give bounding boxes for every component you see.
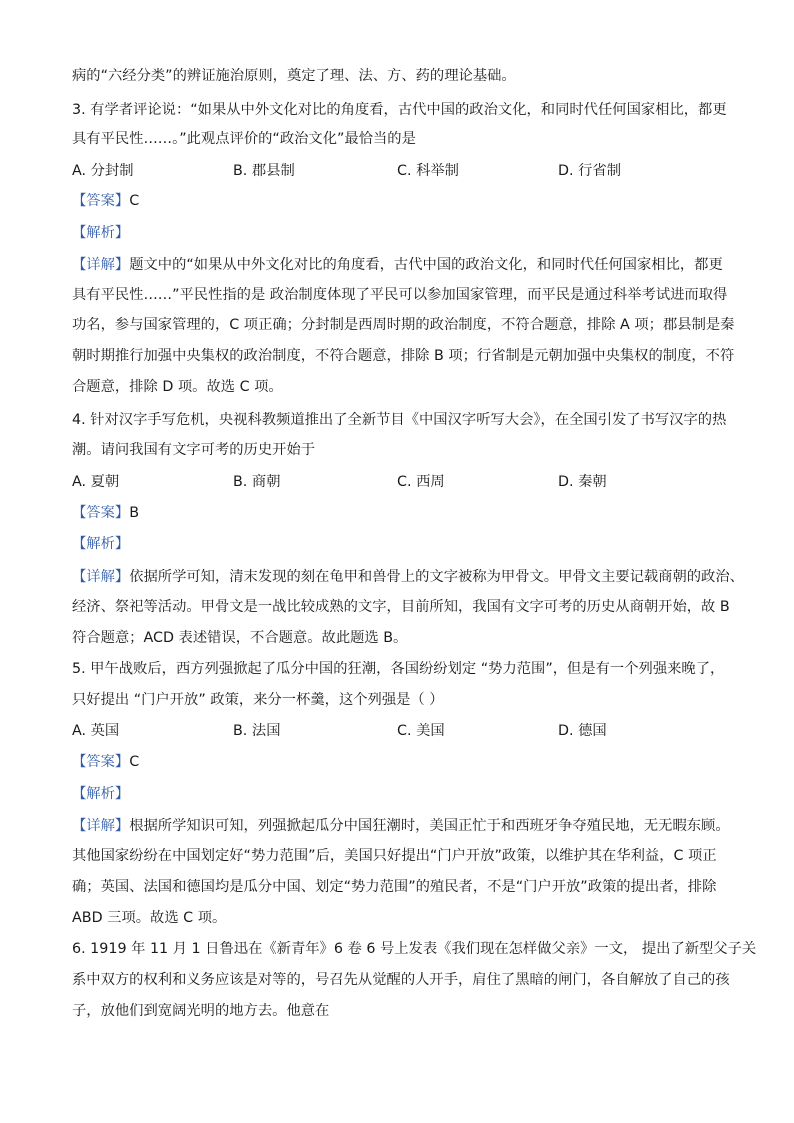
q5-detail-line-1: 【详解】根据所学知识可知，列强掀起瓜分中国狂潮时，美国正忙于和西班牙争夺殖民地，无无暇东顾。	[72, 818, 730, 834]
q5-option-c: C. 美国	[397, 723, 445, 739]
q5-answer	[72, 752, 139, 772]
q5-stem-line-2: 只好提出 “门户开放” 政策，来分一杯羹，这个列强是（ ）	[72, 692, 444, 708]
q6-stem-line-2: 系中双方的权利和义务应该是对等的，号召先从觉醒的人开手，肩住了黑暗的闸门，各自解放了自己的孩	[72, 972, 730, 988]
q3-stem-line-2: 具有平民性……。”此观点评价的“政治文化”最恰当的是	[72, 131, 416, 147]
q5-detail-line-4: ABD 三项。故选 C 项。	[72, 910, 227, 926]
q6-stem-line-3: 子，放他们到宽阔光明的地方去。他意在	[72, 1003, 330, 1019]
q4-detail-line-3: 符合题意；ACD 表述错误，不合题意。故此题选 B。	[72, 630, 408, 646]
answer-tag: 【答案】	[72, 193, 130, 209]
q4-detail-line-2: 经济、祭祀等活动。甲骨文是一战比较成熟的文字，目前所知，我国有文字可考的历史从商朝开始，故 B	[72, 599, 730, 615]
q5-option-b: B. 法国	[233, 723, 281, 739]
detail-tag: 【详解】	[72, 257, 130, 273]
q3-detail-line-4: 朝时期推行加强中央集权的政治制度，不符合题意，排除 B 项；行省制是元朝加强中央集权的制度，不符	[72, 348, 735, 364]
detail-tag: 【详解】	[72, 818, 130, 834]
answer-tag: 【答案】	[72, 505, 130, 521]
q4-analysis-tag: 【解析】	[72, 536, 130, 552]
q3-detail-line-5: 合题意，排除 D 项。故选 C 项。	[72, 379, 283, 395]
intro-line: 病的“六经分类”的辨证施治原则，奠定了理、法、方、药的理论基础。	[72, 68, 516, 84]
q3-detail-line-3: 功名，参与国家管理的，C 项正确；分封制是西周时期的政治制度，不符合题意，排除 A 项；郡县制是秦	[72, 317, 735, 333]
q5-analysis-tag: 【解析】	[72, 786, 130, 802]
q4-stem-line-2: 潮。请问我国有文字可考的历史开始于	[72, 442, 316, 458]
q3-analysis-tag: 【解析】	[72, 225, 130, 241]
answer-tag: 【答案】	[72, 754, 130, 770]
q5-detail-line-3: 确；英国、法国和德国均是瓜分中国、划定“势力范围”的殖民者，不是“门户开放”政策的提出者，排除	[72, 879, 717, 895]
q5-option-a: A. 英国	[72, 723, 120, 739]
q3-stem-line-1: 3. 有学者评论说：“如果从中外文化对比的角度看，古代中国的政治文化，和同时代任何国家相比，都更	[72, 102, 727, 118]
q3-detail-line-1: 【详解】题文中的“如果从中外文化对比的角度看，古代中国的政治文化，和同时代任何国家相比，都更	[72, 257, 723, 273]
detail-tag: 【详解】	[72, 569, 130, 585]
q3-option-c: C. 科举制	[397, 163, 459, 179]
q3-detail-line-2: 具有平民性……”平民性指的是 政治制度体现了平民可以参加国家管理，而平民是通过科举考试进而取得	[72, 287, 728, 303]
q5-option-d: D. 德国	[558, 723, 607, 739]
q4-answer	[72, 503, 139, 523]
q4-detail-line-1: 【详解】依据所学可知，清末发现的刻在龟甲和兽骨上的文字被称为甲骨文。甲骨文主要记载商朝的政治、	[72, 569, 744, 585]
q4-option-d: D. 秦朝	[558, 474, 607, 490]
q4-option-a: A. 夏朝	[72, 474, 120, 490]
answer-value: C	[129, 193, 140, 209]
q3-answer	[72, 191, 139, 211]
q5-stem-line-1: 5. 甲午战败后，西方列强掀起了瓜分中国的狂潮，各国纷纷划定 “势力范围”，但是有一个列强来晚了，	[72, 661, 725, 677]
answer-value: C	[129, 754, 140, 770]
q6-stem-line-1: 6. 1919 年 11 月 1 日鲁迅在《新青年》6 卷 6 号上发表《我们现在怎样做父亲》一文， 提出了新型父子关	[72, 941, 757, 957]
q3-option-a: A. 分封制	[72, 163, 134, 179]
answer-value: B	[129, 505, 139, 521]
q4-stem-line-1: 4. 针对汉字手写危机，央视科教频道推出了全新节目《中国汉字听写大会》，在全国引发了书写汉字的热	[72, 412, 727, 428]
q4-option-b: B. 商朝	[233, 474, 281, 490]
q3-option-d: D. 行省制	[558, 163, 621, 179]
q4-option-c: C. 西周	[397, 474, 445, 490]
q3-option-b: B. 郡县制	[233, 163, 295, 179]
q5-detail-line-2: 其他国家纷纷在中国划定好“势力范围”后，美国只好提出“门户开放”政策，以维护其在华利益，C 项正	[72, 848, 717, 864]
